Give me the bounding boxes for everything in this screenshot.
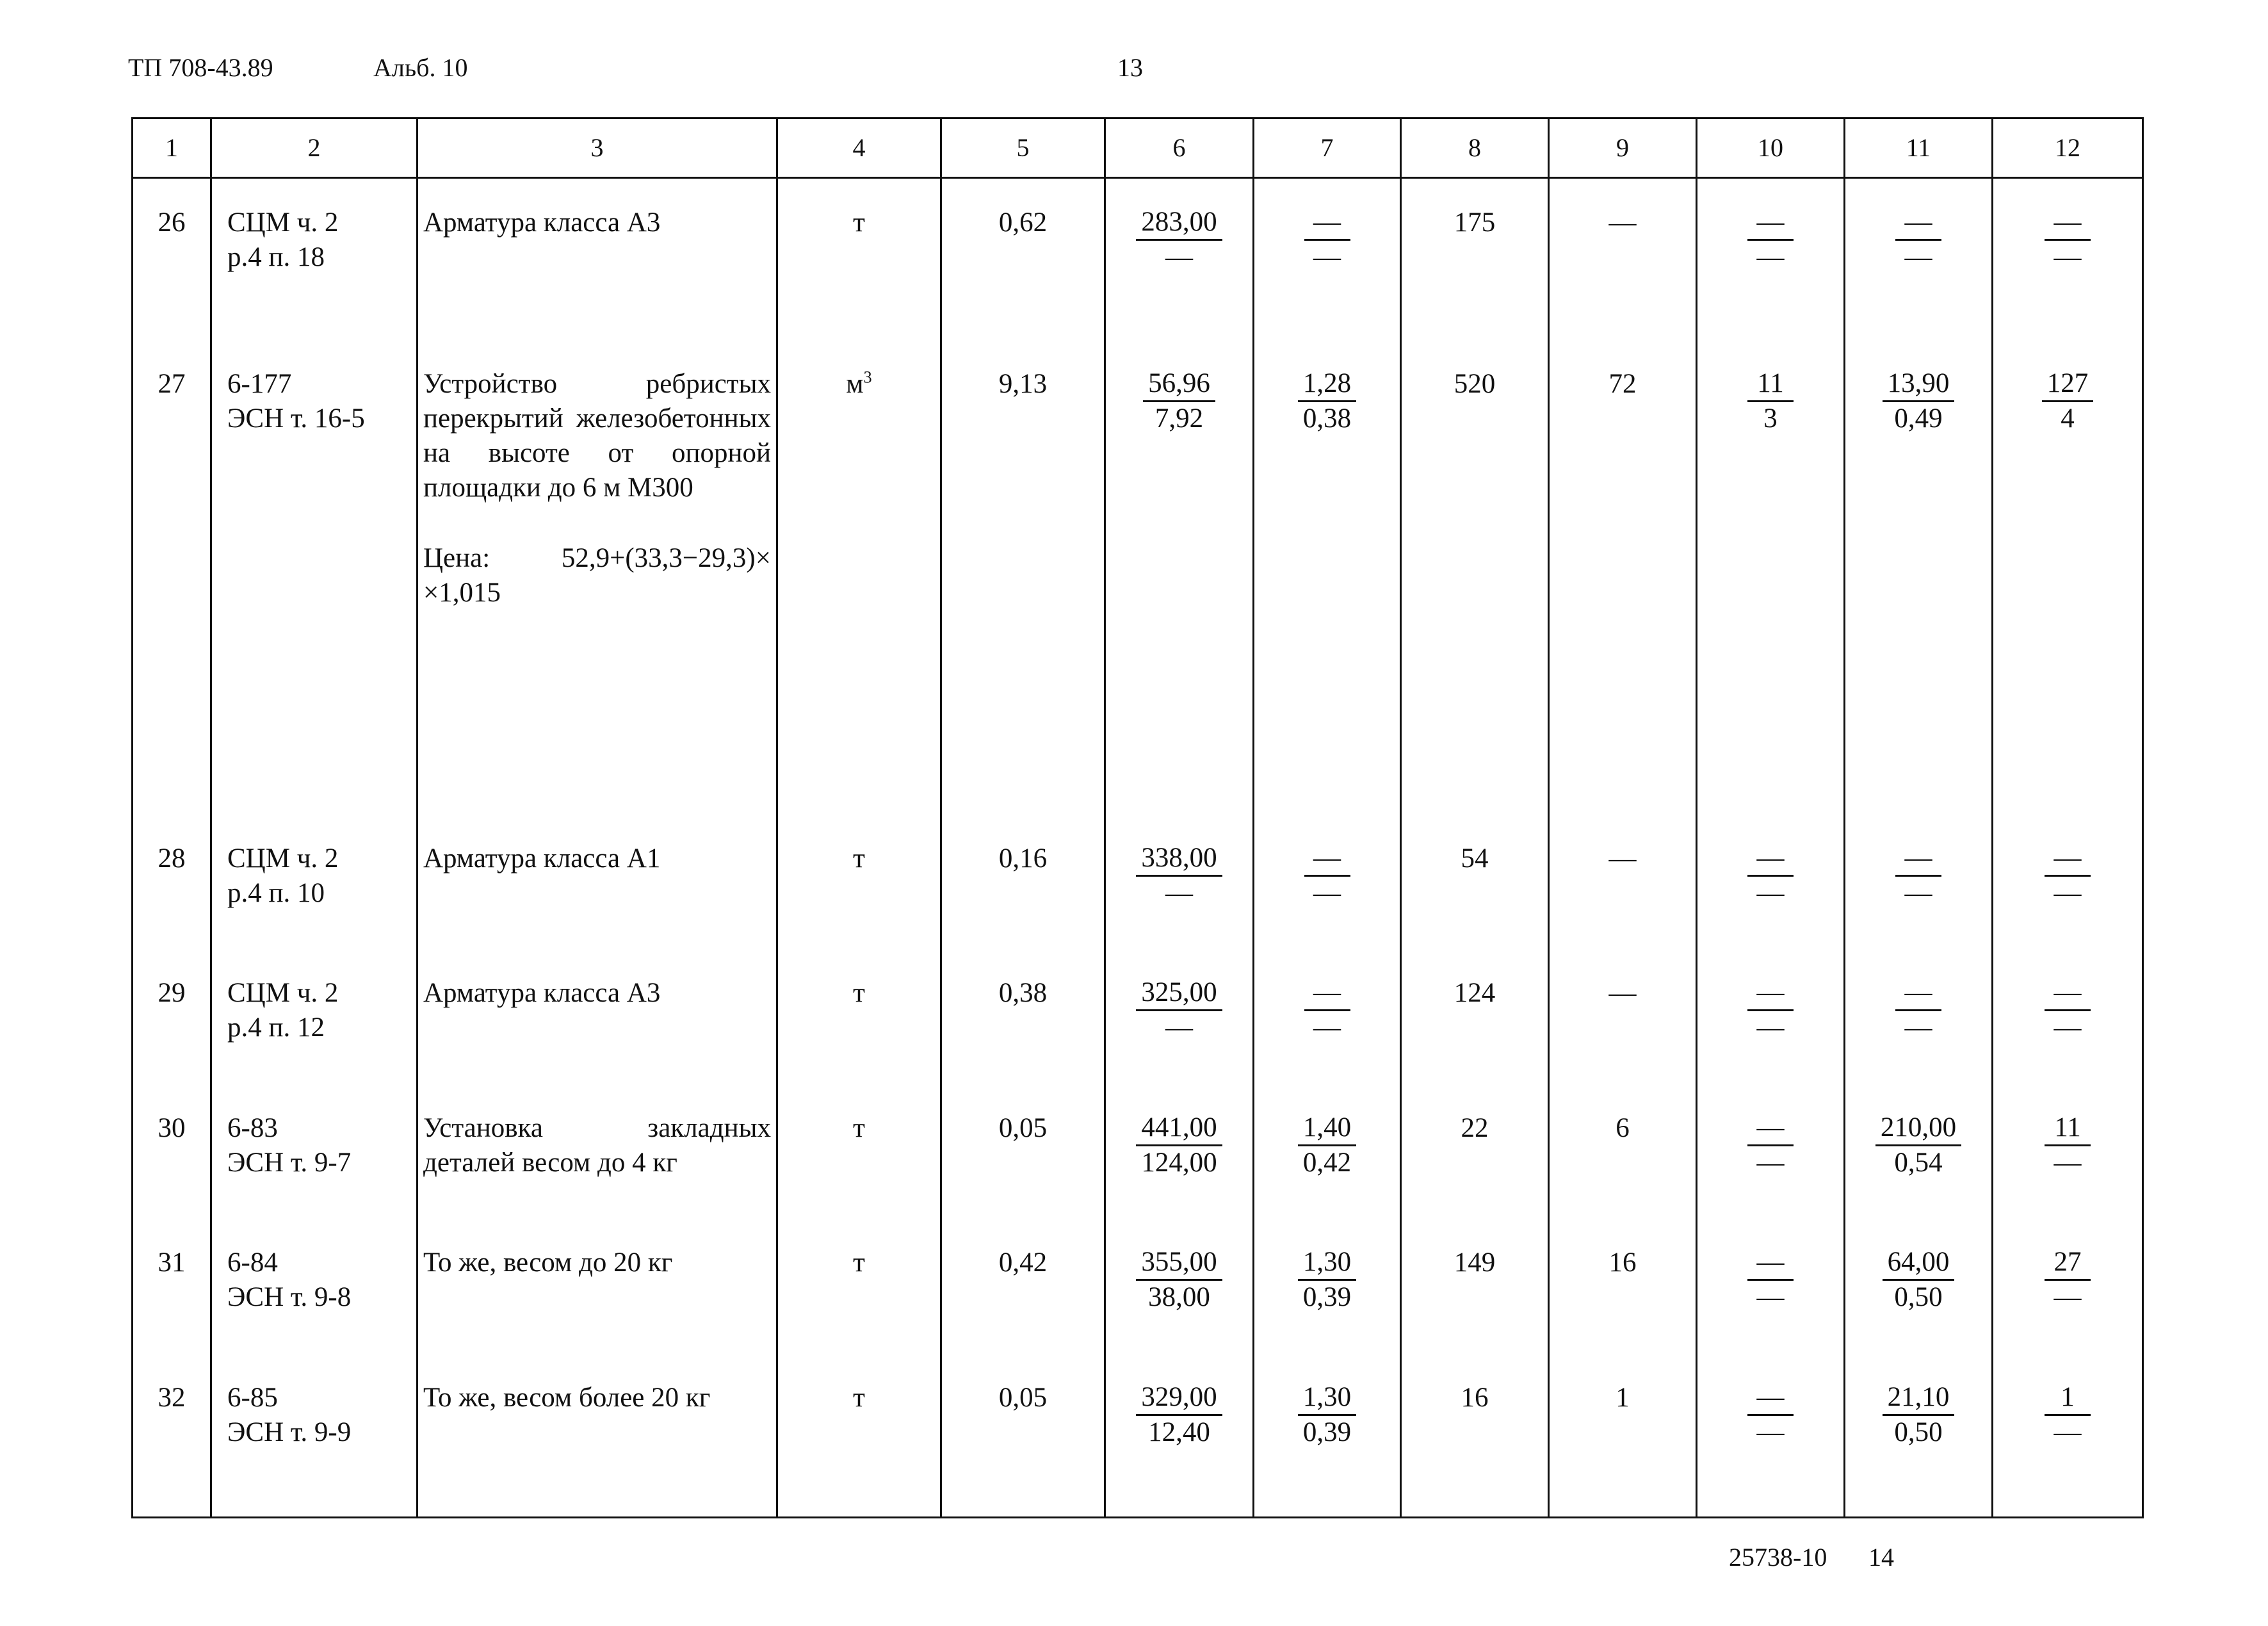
col8-value: 149 — [1401, 1246, 1549, 1381]
col7-fraction — [1254, 1381, 1401, 1516]
denominator: 4 — [2061, 403, 2075, 434]
col11-fraction — [1845, 367, 1993, 841]
denominator: — — [1313, 877, 1341, 908]
col12-fraction — [1993, 178, 2143, 367]
footer-code: 25738-10 — [1729, 1543, 1827, 1572]
col-header: 7 — [1254, 118, 1401, 178]
row-number: 27 — [133, 367, 211, 841]
col10-fraction — [1697, 1381, 1845, 1516]
denominator: — — [1313, 1012, 1341, 1043]
col9-value: — — [1549, 178, 1697, 367]
col6-fraction — [1105, 1381, 1254, 1516]
col10-fraction — [1697, 1111, 1845, 1246]
unit-text: т — [853, 1248, 865, 1278]
col-header: 4 — [777, 118, 941, 178]
unit — [777, 976, 941, 1111]
numerator: 11 — [1747, 367, 1794, 402]
reference-line: ЭСН т. 9-9 — [227, 1417, 352, 1447]
unit — [777, 1381, 941, 1516]
col6-fraction — [1105, 1111, 1254, 1246]
reference-line: р.4 п. 10 — [227, 877, 325, 908]
reference-line: СЦМ ч. 2 — [227, 978, 339, 1009]
unit — [777, 1111, 941, 1246]
denominator: 0,50 — [1894, 1417, 1943, 1447]
row-number: 32 — [133, 1381, 211, 1516]
unit-superscript: 3 — [863, 368, 872, 387]
col7-fraction — [1254, 841, 1401, 977]
denominator: — — [1756, 1147, 1785, 1178]
denominator: — — [2053, 1147, 2082, 1178]
unit-text: т — [853, 843, 865, 874]
description: Арматура класса А3 — [417, 976, 777, 1111]
row-number: 28 — [133, 841, 211, 977]
description: Арматура класса А1 — [417, 841, 777, 977]
table-row — [133, 367, 2143, 841]
denominator: 12,40 — [1148, 1417, 1210, 1447]
col12-fraction — [1993, 1381, 2143, 1516]
numerator: — — [1747, 1111, 1794, 1146]
col7-fraction — [1254, 1111, 1401, 1246]
unit — [777, 1246, 941, 1381]
col10-fraction — [1697, 1246, 1845, 1381]
col10-fraction — [1697, 367, 1845, 841]
row-number: 26 — [133, 178, 211, 367]
denominator: 7,92 — [1154, 403, 1204, 434]
col-header: 6 — [1105, 118, 1254, 178]
col-header: 9 — [1549, 118, 1697, 178]
col-header: 12 — [1993, 118, 2143, 178]
numerator: 13,90 — [1883, 367, 1955, 402]
denominator: 0,50 — [1894, 1282, 1943, 1313]
description: Установка закладных деталей весом до 4 кг — [417, 1111, 777, 1246]
numerator: 1,40 — [1298, 1111, 1356, 1146]
unit — [777, 178, 941, 367]
quantity: 0,16 — [941, 841, 1105, 977]
numerator: — — [1895, 206, 1941, 241]
price-note: Цена: 52,9+(33,3−29,3)× ×1,015 — [423, 542, 771, 608]
denominator: 0,42 — [1302, 1147, 1352, 1178]
quantity: 0,05 — [941, 1381, 1105, 1516]
numerator: 355,00 — [1136, 1246, 1222, 1281]
unit — [777, 841, 941, 977]
col8-value: 16 — [1401, 1381, 1549, 1516]
table-row — [133, 1111, 2143, 1246]
col-header: 3 — [417, 118, 777, 178]
unit-text: м — [846, 368, 864, 399]
col10-fraction — [1697, 178, 1845, 367]
unit-text: т — [853, 207, 865, 238]
denominator: — — [1904, 242, 1932, 272]
reference-line: ЭСН т. 9-7 — [227, 1147, 352, 1178]
quantity: 0,05 — [941, 1111, 1105, 1246]
numerator: — — [1895, 976, 1941, 1011]
denominator: — — [1756, 1282, 1785, 1313]
denominator: — — [1904, 1012, 1932, 1043]
col9-value: 72 — [1549, 367, 1697, 841]
col11-fraction — [1845, 976, 1993, 1111]
document-code: ТП 708-43.89 — [128, 53, 273, 82]
quantity: 0,62 — [941, 178, 1105, 367]
reference — [211, 367, 417, 841]
reference — [211, 976, 417, 1111]
album-number: Альб. 10 — [373, 53, 468, 82]
page-number: 13 — [1117, 53, 1143, 82]
description: Арматура класса А3 — [417, 178, 777, 367]
description: То же, весом до 20 кг — [417, 1246, 777, 1381]
col8-value: 124 — [1401, 976, 1549, 1111]
numerator: 27 — [2045, 1246, 2091, 1281]
reference-line: р.4 п. 12 — [227, 1012, 325, 1043]
numerator: 1,28 — [1298, 367, 1356, 402]
quantity: 0,42 — [941, 1246, 1105, 1381]
numerator: 64,00 — [1883, 1246, 1955, 1281]
unit-text: т — [853, 1383, 865, 1413]
col-header: 11 — [1845, 118, 1993, 178]
numerator: 1,30 — [1298, 1381, 1356, 1416]
col11-fraction — [1845, 1111, 1993, 1246]
numerator: 1 — [2045, 1381, 2091, 1416]
col7-fraction — [1254, 976, 1401, 1111]
denominator: — — [2053, 1012, 2082, 1043]
quantity: 0,38 — [941, 976, 1105, 1111]
empty-row — [133, 1516, 2143, 1518]
col-header: 1 — [133, 118, 211, 178]
reference — [211, 1381, 417, 1516]
numerator: — — [2045, 976, 2091, 1011]
numerator: 325,00 — [1136, 976, 1222, 1011]
reference-line: ЭСН т. 9-8 — [227, 1282, 352, 1313]
numerator: — — [2045, 841, 2091, 877]
numerator: 1,30 — [1298, 1246, 1356, 1281]
estimate-table — [131, 117, 2144, 1518]
denominator: 0,49 — [1894, 403, 1943, 434]
col6-fraction — [1105, 367, 1254, 841]
col8-value: 22 — [1401, 1111, 1549, 1246]
denominator: 3 — [1763, 403, 1778, 434]
numerator: 338,00 — [1136, 841, 1222, 877]
unit — [777, 367, 941, 841]
unit-text: т — [853, 1112, 865, 1143]
description — [417, 367, 777, 841]
numerator: — — [1304, 841, 1350, 877]
denominator: — — [2053, 1282, 2082, 1313]
denominator: 124,00 — [1141, 1147, 1217, 1178]
numerator: — — [1304, 206, 1350, 241]
numerator: — — [1747, 976, 1794, 1011]
denominator: 0,54 — [1894, 1147, 1943, 1178]
table-row — [133, 178, 2143, 367]
unit-text: т — [853, 978, 865, 1009]
col11-fraction — [1845, 841, 1993, 977]
col10-fraction — [1697, 841, 1845, 977]
col-header: 5 — [941, 118, 1105, 178]
col-header: 8 — [1401, 118, 1549, 178]
numerator: — — [1304, 976, 1350, 1011]
col12-fraction — [1993, 367, 2143, 841]
numerator: — — [1747, 1381, 1794, 1416]
col9-value: — — [1549, 976, 1697, 1111]
denominator: — — [2053, 1417, 2082, 1447]
col12-fraction — [1993, 1111, 2143, 1246]
numerator: 21,10 — [1883, 1381, 1955, 1416]
col9-value: 16 — [1549, 1246, 1697, 1381]
reference-line: р.4 п. 18 — [227, 242, 325, 272]
reference-line: 6-85 — [227, 1383, 278, 1413]
numerator: 210,00 — [1875, 1111, 1961, 1146]
reference-line: СЦМ ч. 2 — [227, 843, 339, 874]
col8-value: 175 — [1401, 178, 1549, 367]
reference-line: ЭСН т. 16-5 — [227, 403, 365, 434]
reference-line: СЦМ ч. 2 — [227, 207, 339, 238]
numerator: — — [2045, 206, 2091, 241]
reference-line: 6-84 — [227, 1248, 278, 1278]
numerator: 441,00 — [1136, 1111, 1222, 1146]
reference — [211, 1246, 417, 1381]
denominator: — — [1756, 877, 1785, 908]
denominator: — — [1904, 877, 1932, 908]
denominator: — — [1756, 242, 1785, 272]
numerator: — — [1747, 1246, 1794, 1281]
col12-fraction — [1993, 976, 2143, 1111]
table-row — [133, 841, 2143, 977]
numerator: 11 — [2045, 1111, 2091, 1146]
col11-fraction — [1845, 1381, 1993, 1516]
col10-fraction — [1697, 976, 1845, 1111]
col9-value: 6 — [1549, 1111, 1697, 1246]
col9-value: — — [1549, 841, 1697, 977]
denominator: 0,39 — [1302, 1417, 1352, 1447]
col-header: 10 — [1697, 118, 1845, 178]
row-number: 29 — [133, 976, 211, 1111]
header-row — [133, 118, 2143, 178]
col8-value: 520 — [1401, 367, 1549, 841]
numerator: — — [1747, 841, 1794, 877]
col7-fraction — [1254, 1246, 1401, 1381]
numerator: — — [1747, 206, 1794, 241]
numerator: 329,00 — [1136, 1381, 1222, 1416]
numerator: 56,96 — [1143, 367, 1215, 402]
denominator: 0,38 — [1302, 403, 1352, 434]
description: То же, весом более 20 кг — [417, 1381, 777, 1516]
table-row — [133, 976, 2143, 1111]
col7-fraction — [1254, 178, 1401, 367]
reference — [211, 1111, 417, 1246]
numerator: 127 — [2042, 367, 2094, 402]
denominator: — — [1165, 877, 1193, 908]
denominator: 38,00 — [1148, 1282, 1210, 1313]
col8-value: 54 — [1401, 841, 1549, 977]
col12-fraction — [1993, 841, 2143, 977]
col-header: 2 — [211, 118, 417, 178]
col6-fraction — [1105, 841, 1254, 977]
row-number: 31 — [133, 1246, 211, 1381]
col11-fraction — [1845, 178, 1993, 367]
numerator: — — [1895, 841, 1941, 877]
col7-fraction — [1254, 367, 1401, 841]
numerator: 283,00 — [1136, 206, 1222, 241]
denominator: — — [1756, 1012, 1785, 1043]
col9-value: 1 — [1549, 1381, 1697, 1516]
col11-fraction — [1845, 1246, 1993, 1381]
denominator: — — [1756, 1417, 1785, 1447]
reference — [211, 178, 417, 367]
reference-line: 6-177 — [227, 368, 292, 399]
denominator: — — [1165, 242, 1193, 272]
reference-line: 6-83 — [227, 1112, 278, 1143]
col12-fraction — [1993, 1246, 2143, 1381]
quantity: 9,13 — [941, 367, 1105, 841]
denominator: — — [1165, 1012, 1193, 1043]
row-number: 30 — [133, 1111, 211, 1246]
denominator: 0,39 — [1302, 1282, 1352, 1313]
footer-page: 14 — [1868, 1543, 1894, 1572]
denominator: — — [2053, 242, 2082, 272]
table-row — [133, 1246, 2143, 1381]
reference — [211, 841, 417, 977]
denominator: — — [1313, 242, 1341, 272]
table-row — [133, 1381, 2143, 1516]
col6-fraction — [1105, 1246, 1254, 1381]
denominator: — — [2053, 877, 2082, 908]
description-text: Устройство ребристых перекрытий железобетонных на высоте от опорной площадки до 6 м М300 — [423, 368, 771, 503]
col6-fraction — [1105, 976, 1254, 1111]
col6-fraction — [1105, 178, 1254, 367]
